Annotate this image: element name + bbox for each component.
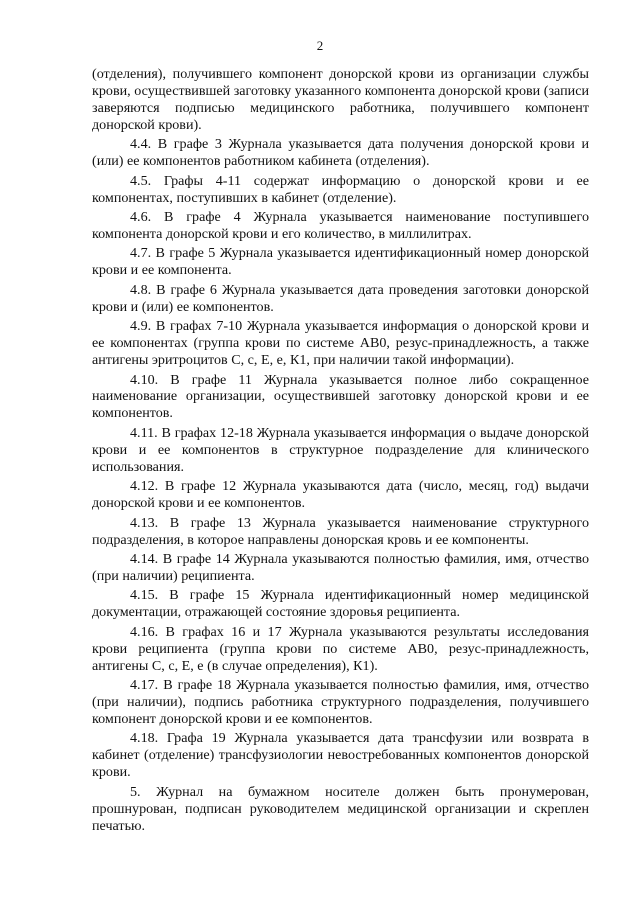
- paragraph-4-17: 4.17. В графе 18 Журнала указывается полностью фамилия, имя, отчество (при наличии), подпись работника структурного подразделения, получившего компонент донорской крови и ее компонентов.: [92, 677, 589, 727]
- paragraph-4-16: 4.16. В графах 16 и 17 Журнала указываются результаты исследования крови реципиента (группа крови по системе АВ0, резус-принадлежность, антигены С, с, Е, е (в случае определения), К1).: [92, 623, 589, 674]
- paragraph-4-7: 4.7. В графе 5 Журнала указывается идентификационный номер донорской крови и ее компонента.: [92, 245, 589, 279]
- paragraph-4-13: 4.13. В графе 13 Журнала указывается наименование структурного подразделения, в которое направлены донорская кровь и ее компоненты.: [92, 514, 589, 548]
- paragraph-4-18: 4.18. Графа 19 Журнала указывается дата трансфузии или возврата в кабинет (отделение) трансфузиологии невостребованных компонентов донорской крови.: [92, 730, 589, 781]
- page-number: 2: [316, 38, 324, 53]
- paragraph-4-8: 4.8. В графе 6 Журнала указывается дата проведения заготовки донорской крови и (или) ее компонентов.: [92, 281, 589, 315]
- paragraph-5: 5. Журнал на бумажном носителе должен быть пронумерован, прошнурован, подписан руководителем медицинской организации и скреплен печатью.: [92, 783, 589, 834]
- paragraph-4-12: 4.12. В графе 12 Журнала указываются дата (число, месяц, год) выдачи донорской крови и ее компонентов.: [92, 478, 589, 512]
- paragraph-4-15: 4.15. В графе 15 Журнала идентификационный номер медицинской документации, отражающей состояние здоровья реципиента.: [92, 587, 589, 621]
- paragraph-4-14: 4.14. В графе 14 Журнала указываются полностью фамилия, имя, отчество (при наличии) реципиента.: [92, 551, 589, 584]
- paragraph-4-10: 4.10. В графе 11 Журнала указывается полное либо сокращенное наименование организации, осуществившей заготовку донорской крови и ее компонентов.: [92, 371, 589, 422]
- paragraph-4-5: 4.5. Графы 4-11 содержат информацию о донорской крови и ее компонентах, поступивших в кабинет (отделение).: [92, 172, 589, 206]
- paragraph-4-9: 4.9. В графах 7-10 Журнала указывается информация о донорской крови и ее компонентах (группа крови по системе АВ0, резус-принадлежность, а также антигены эритроцитов С, с, Е, е, К1, при наличии такой информации).: [92, 318, 589, 369]
- paragraph-4-6: 4.6. В графе 4 Журнала указывается наименование поступившего компонента донорской крови и его количество, в миллилитрах.: [92, 209, 589, 242]
- paragraph-4-4: 4.4. В графе 3 Журнала указывается дата получения донорской крови и (или) ее компонентов работником кабинета (отделения).: [92, 136, 589, 170]
- paragraph-4-11: 4.11. В графах 12-18 Журнала указывается информация о выдаче донорской крови и ее компонентов в структурное подразделение для клинического использования.: [92, 424, 589, 475]
- document-body: [92, 66, 589, 837]
- paragraph-continuation: (отделения), получившего компонент донорской крови из организации службы крови, осуществившей заготовку указанного компонента донорской крови (записи заверяются подписью медицинского работника, получившего компонент донорской крови).: [92, 66, 589, 133]
